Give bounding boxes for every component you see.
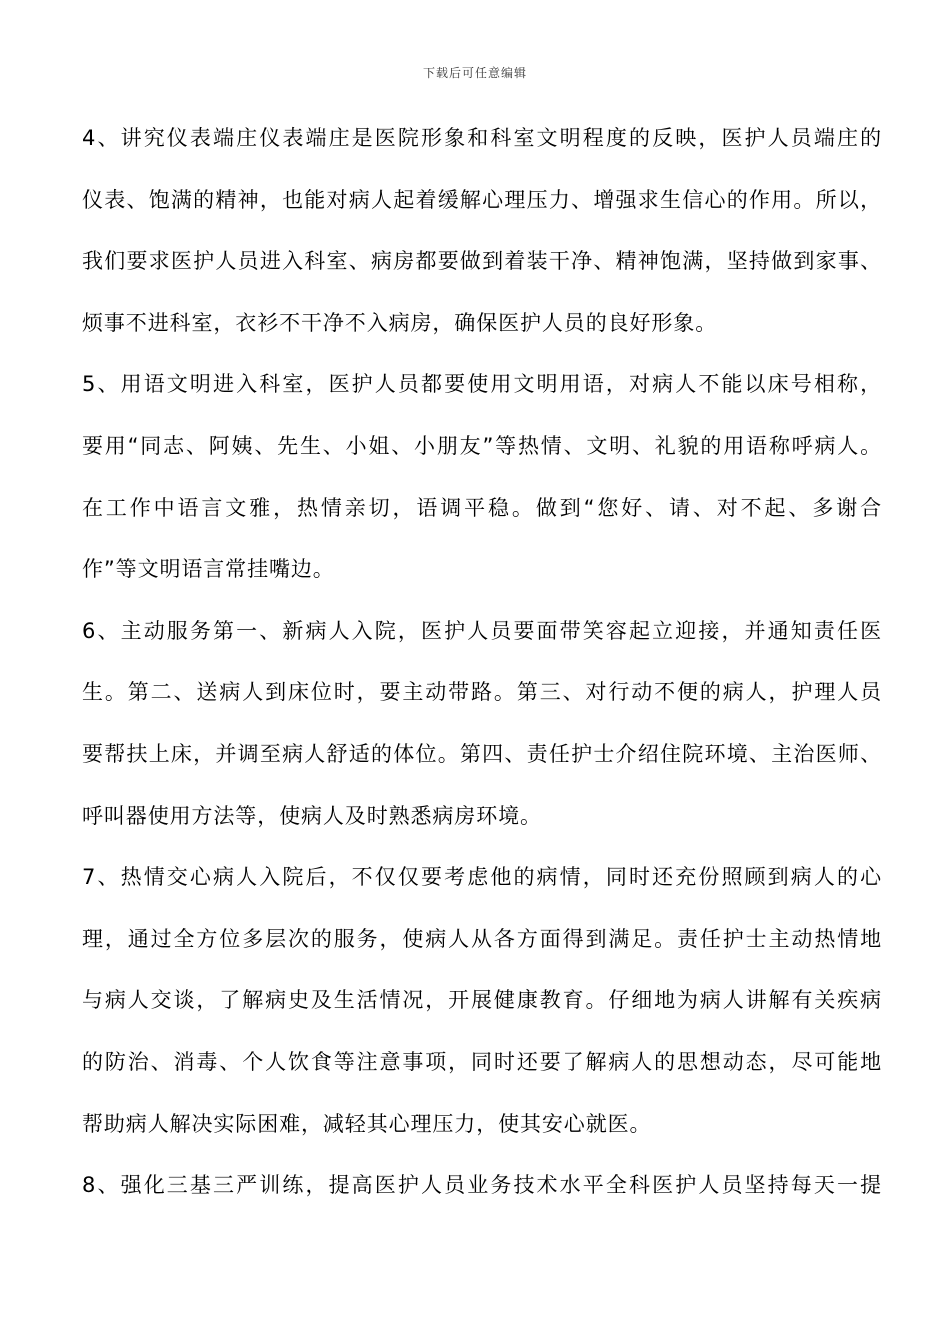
text-line: 作”等文明语言常挂嘴边。: [82, 557, 335, 582]
text-line: 要用“同志、阿姨、先生、小姐、小朋友”等热情、文明、礼貌的用语称呼病人。: [82, 433, 882, 458]
text-line: 的防治、消毒、个人饮食等注意事项，同时还要了解病人的思想动态，尽可能地: [82, 1049, 882, 1074]
text-line: 要帮扶上床，并调至病人舒适的体位。第四、责任护士介绍住院环境、主治医师、: [82, 741, 882, 766]
text-line: 我们要求医护人员进入科室、病房都要做到着装干净、精神饱满，坚持做到家事、: [82, 249, 882, 274]
text-line: 在工作中语言文雅，热情亲切，语调平稳。做到“您好、请、对不起、多谢合: [82, 495, 882, 520]
text-line: 7、热情交心病人入院后，不仅仅要考虑他的病情，同时还充份照顾到病人的心: [82, 865, 882, 890]
text-line: 与病人交谈，了解病史及生活情况，开展健康教育。仔细地为病人讲解有关疾病: [82, 988, 882, 1013]
text-line: 生。第二、送病人到床位时，要主动带路。第三、对行动不便的病人，护理人员: [82, 680, 882, 705]
text-line: 6、主动服务第一、新病人入院，医护人员要面带笑容起立迎接，并通知责任医: [82, 618, 882, 643]
text-line: 帮助病人解决实际困难，减轻其心理压力，使其安心就医。: [82, 1111, 652, 1136]
text-line: 呼叫器使用方法等，使病人及时熟悉病房环境。: [82, 803, 542, 828]
text-line: 理，通过全方位多层次的服务，使病人从各方面得到满足。责任护士主动热情地: [82, 926, 882, 951]
text-line: 仪表、饱满的精神，也能对病人起着缓解心理压力、增强求生信心的作用。所以，: [82, 187, 882, 212]
text-line: 5、用语文明进入科室，医护人员都要使用文明用语，对病人不能以床号相称，: [82, 372, 882, 397]
text-line: 8、强化三基三严训练，提高医护人员业务技术水平全科医护人员坚持每天一提: [82, 1173, 882, 1198]
page-header: 下载后可任意编辑: [422, 66, 527, 80]
text-line: 4、讲究仪表端庄仪表端庄是医院形象和科室文明程度的反映，医护人员端庄的: [82, 126, 882, 150]
text-line: 烦事不进科室，衣衫不干净不入病房，确保医护人员的良好形象。: [82, 310, 718, 335]
body-text: [82, 118, 882, 1227]
